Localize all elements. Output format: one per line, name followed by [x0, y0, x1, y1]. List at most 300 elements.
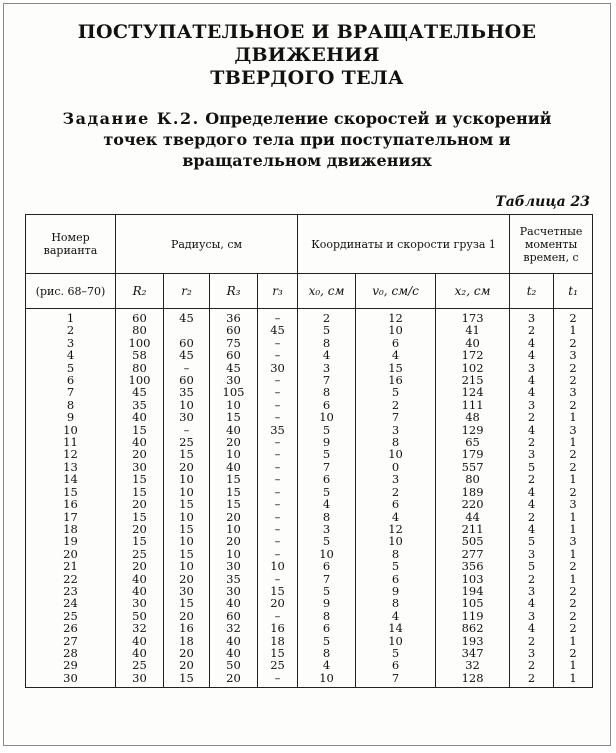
header-radii: Радиусы, см	[116, 215, 298, 274]
header-t2: t₂	[510, 274, 554, 309]
table-cell: 20	[116, 523, 164, 535]
table-cell: 5	[510, 535, 554, 547]
table-cell: –	[258, 374, 298, 386]
table-cell: 4	[510, 498, 554, 510]
table-cell: 15	[164, 672, 210, 688]
table-cell: 5	[298, 424, 356, 436]
table-cell: 356	[436, 560, 510, 572]
table-cell: 23	[26, 585, 116, 597]
table-cell: 16	[26, 498, 116, 510]
table-cell: –	[258, 535, 298, 547]
table-cell: 14	[356, 622, 436, 634]
table-row	[26, 386, 593, 398]
header-figure-ref: (рис. 68–70)	[26, 274, 116, 309]
header-x2: x₂, см	[436, 274, 510, 309]
table-cell: 4	[510, 349, 554, 361]
table-row	[26, 597, 593, 609]
table-cell: 30	[26, 672, 116, 688]
table-row	[26, 672, 593, 688]
table-cell: 6	[298, 473, 356, 485]
table-cell: –	[258, 448, 298, 460]
table-cell: 3	[510, 362, 554, 374]
table-cell: 4	[298, 349, 356, 361]
table-cell: 1	[554, 473, 593, 485]
table-cell: 3	[510, 585, 554, 597]
table-cell: 20	[116, 498, 164, 510]
table-cell: 15	[164, 548, 210, 560]
table-cell: 10	[210, 448, 258, 460]
table-cell: 8	[26, 399, 116, 411]
table-cell: 12	[356, 309, 436, 325]
table-cell: 15	[116, 511, 164, 523]
table-cell: 220	[436, 498, 510, 510]
table-cell: 9	[298, 436, 356, 448]
table-row	[26, 585, 593, 597]
table-cell: 10	[298, 672, 356, 688]
table-cell: –	[258, 610, 298, 622]
table-cell: 40	[116, 573, 164, 585]
table-cell: 5	[356, 647, 436, 659]
table-cell: 10	[164, 560, 210, 572]
table-cell: 5	[298, 486, 356, 498]
table-cell: 40	[116, 411, 164, 423]
table-cell: 35	[164, 386, 210, 398]
table-cell: 3	[554, 535, 593, 547]
table-cell: 5	[356, 560, 436, 572]
table-cell: 35	[210, 573, 258, 585]
table-cell: 8	[298, 511, 356, 523]
table-cell: 20	[164, 461, 210, 473]
table-cell: 2	[554, 362, 593, 374]
table-cell: 20	[210, 511, 258, 523]
table-cell: 14	[26, 473, 116, 485]
table-cell: 20	[26, 548, 116, 560]
table-row	[26, 411, 593, 423]
table-cell: 862	[436, 622, 510, 634]
table-cell: 9	[26, 411, 116, 423]
table-cell: 25	[258, 659, 298, 671]
table-cell: 100	[116, 337, 164, 349]
table-cell: –	[258, 399, 298, 411]
table-cell: 7	[356, 672, 436, 688]
table-cell: –	[258, 309, 298, 325]
table-cell: –	[258, 498, 298, 510]
table-cell: 11	[26, 436, 116, 448]
table-cell: 29	[26, 659, 116, 671]
table-row	[26, 324, 593, 336]
table-cell: 2	[510, 324, 554, 336]
table-cell: 60	[210, 349, 258, 361]
table-cell: 50	[210, 659, 258, 671]
table-cell: 5	[298, 585, 356, 597]
table-cell: 2	[510, 436, 554, 448]
table-cell: 5	[356, 386, 436, 398]
table-cell: 15	[258, 585, 298, 597]
table-cell: 20	[164, 659, 210, 671]
table-cell: 103	[436, 573, 510, 585]
table-cell: 30	[210, 585, 258, 597]
table-cell: 2	[510, 573, 554, 585]
table-cell: 100	[116, 374, 164, 386]
table-cell: 15	[210, 473, 258, 485]
table-cell: 18	[26, 523, 116, 535]
table-cell: 1	[554, 511, 593, 523]
table-cell: 10	[356, 635, 436, 647]
table-cell: 2	[510, 659, 554, 671]
table-cell: 0	[356, 461, 436, 473]
table-cell: 30	[210, 374, 258, 386]
table-row	[26, 448, 593, 460]
task-text-line-2: точек твердого тела при поступательном и	[103, 130, 511, 149]
table-cell: 4	[510, 386, 554, 398]
table-cell: 4	[510, 597, 554, 609]
table-cell: 7	[298, 374, 356, 386]
table-cell: –	[258, 349, 298, 361]
table-cell: 18	[164, 635, 210, 647]
table-cell: 15	[116, 535, 164, 547]
table-cell: 60	[210, 324, 258, 336]
table-cell: 2	[510, 635, 554, 647]
table-cell: 30	[116, 597, 164, 609]
table-cell: 45	[164, 309, 210, 325]
table-cell: 2	[554, 309, 593, 325]
header-variant-number: Номер варианта	[26, 215, 116, 274]
table-cell: 15	[164, 523, 210, 535]
table-cell: 105	[436, 597, 510, 609]
table-cell: 48	[436, 411, 510, 423]
table-cell: 128	[436, 672, 510, 688]
header-r2: r₂	[164, 274, 210, 309]
table-cell: 3	[554, 386, 593, 398]
table-cell: 30	[116, 672, 164, 688]
table-cell: 10	[356, 324, 436, 336]
table-cell: 30	[164, 411, 210, 423]
table-cell: 8	[298, 337, 356, 349]
table-cell: 12	[356, 523, 436, 535]
table-cell: 105	[210, 386, 258, 398]
table-cell: 4	[298, 498, 356, 510]
table-cell: 2	[510, 511, 554, 523]
table-cell: 2	[554, 622, 593, 634]
table-cell: 9	[356, 585, 436, 597]
table-row	[26, 610, 593, 622]
table-cell: –	[258, 473, 298, 485]
table-cell: 215	[436, 374, 510, 386]
table-cell: 8	[298, 610, 356, 622]
table-cell: 129	[436, 424, 510, 436]
table-cell: 8	[356, 548, 436, 560]
table-cell: 50	[116, 610, 164, 622]
table-cell: 6	[26, 374, 116, 386]
table-row	[26, 486, 593, 498]
table-cell: 2	[298, 309, 356, 325]
table-cell: 32	[210, 622, 258, 634]
table-cell: 41	[436, 324, 510, 336]
table-cell: 193	[436, 635, 510, 647]
table-row	[26, 374, 593, 386]
table-cell: –	[164, 362, 210, 374]
table-cell: 10	[298, 548, 356, 560]
textbook-page	[3, 3, 611, 746]
table-cell: 20	[164, 573, 210, 585]
table-cell: 15	[116, 473, 164, 485]
table-cell: 5	[510, 461, 554, 473]
table-row	[26, 548, 593, 560]
table-cell: 20	[116, 560, 164, 572]
table-cell: 7	[298, 461, 356, 473]
table-cell: 16	[356, 374, 436, 386]
table-cell: –	[258, 337, 298, 349]
task-label: Задание К.2.	[62, 109, 200, 128]
table-cell: 179	[436, 448, 510, 460]
table-cell: 40	[116, 647, 164, 659]
table-cell: 30	[210, 560, 258, 572]
table-row	[26, 511, 593, 523]
table-cell: 45	[116, 386, 164, 398]
table-cell: 10	[210, 548, 258, 560]
table-cell: 10	[356, 535, 436, 547]
table-cell: 4	[356, 511, 436, 523]
table-cell: 2	[510, 411, 554, 423]
table-cell: 40	[210, 647, 258, 659]
table-cell: 1	[554, 672, 593, 688]
task-text-line-1: Определение скоростей и ускорений	[205, 109, 552, 128]
table-cell: 10	[356, 448, 436, 460]
table-body	[26, 309, 593, 688]
table-cell: 3	[554, 349, 593, 361]
table-cell: 172	[436, 349, 510, 361]
table-cell: 8	[356, 597, 436, 609]
table-cell: 20	[258, 597, 298, 609]
table-cell: 4	[26, 349, 116, 361]
table-row	[26, 461, 593, 473]
table-cell: 30	[258, 362, 298, 374]
table-cell: 60	[164, 337, 210, 349]
table-cell: 45	[164, 349, 210, 361]
table-cell: 5	[298, 324, 356, 336]
table-row	[26, 573, 593, 585]
title-line-1: ПОСТУПАТЕЛЬНОЕ И ВРАЩАТЕЛЬНОЕ ДВИЖЕНИЯ	[77, 21, 537, 66]
table-cell: 2	[554, 486, 593, 498]
table-cell: 40	[116, 635, 164, 647]
table-cell: 189	[436, 486, 510, 498]
table-row	[26, 362, 593, 374]
table-cell: 3	[510, 610, 554, 622]
table-cell: –	[258, 436, 298, 448]
variants-table	[25, 214, 593, 688]
table-cell: 60	[210, 610, 258, 622]
table-cell: 4	[510, 622, 554, 634]
table-cell: 1	[554, 659, 593, 671]
table-cell: 6	[298, 560, 356, 572]
table-cell: 40	[436, 337, 510, 349]
table-cell: 40	[116, 585, 164, 597]
table-cell: 3	[356, 473, 436, 485]
table-cell: 8	[298, 647, 356, 659]
table-cell: 277	[436, 548, 510, 560]
table-cell: 40	[116, 436, 164, 448]
table-cell: 25	[116, 659, 164, 671]
table-cell: 20	[210, 436, 258, 448]
table-row	[26, 659, 593, 671]
table-cell: 3	[510, 548, 554, 560]
table-cell: 45	[258, 324, 298, 336]
table-cell: 22	[26, 573, 116, 585]
table-cell: 10	[258, 560, 298, 572]
table-cell: 17	[26, 511, 116, 523]
table-cell: 7	[356, 411, 436, 423]
table-cell: 4	[510, 374, 554, 386]
table-cell: 16	[164, 622, 210, 634]
table-cell: 10	[298, 411, 356, 423]
table-cell: 40	[210, 461, 258, 473]
table-cell: 15	[164, 597, 210, 609]
table-cell: –	[258, 548, 298, 560]
table-cell: 58	[116, 349, 164, 361]
table-cell: 10	[164, 399, 210, 411]
table-cell: 9	[298, 597, 356, 609]
table-cell: 80	[116, 324, 164, 336]
table-cell: 2	[554, 374, 593, 386]
table-cell: 8	[298, 386, 356, 398]
table-cell: 2	[554, 647, 593, 659]
table-cell: 30	[164, 585, 210, 597]
table-cell: 20	[210, 672, 258, 688]
table-cell: 44	[436, 511, 510, 523]
table-cell: 2	[554, 461, 593, 473]
table-cell: 111	[436, 399, 510, 411]
table-cell: 3	[554, 424, 593, 436]
table-cell: 2	[554, 337, 593, 349]
table-cell: 15	[210, 486, 258, 498]
table-row	[26, 635, 593, 647]
table-cell: 24	[26, 597, 116, 609]
table-cell: 119	[436, 610, 510, 622]
table-cell: 20	[164, 610, 210, 622]
table-cell: 26	[26, 622, 116, 634]
table-cell: –	[258, 461, 298, 473]
header-v0: v₀, см/с	[356, 274, 436, 309]
table-cell: 1	[554, 548, 593, 560]
table-cell: 3	[554, 498, 593, 510]
table-cell: 2	[26, 324, 116, 336]
table-cell: 10	[164, 511, 210, 523]
table-cell: 15	[210, 411, 258, 423]
table-cell: 102	[436, 362, 510, 374]
table-cell: 6	[356, 498, 436, 510]
table-cell: 60	[116, 309, 164, 325]
table-cell: 60	[164, 374, 210, 386]
table-cell: –	[258, 411, 298, 423]
table-cell: 1	[554, 411, 593, 423]
table-row	[26, 399, 593, 411]
table-cell: 20	[210, 535, 258, 547]
table-cell: 10	[164, 473, 210, 485]
table-row	[26, 337, 593, 349]
table-cell: 2	[554, 560, 593, 572]
table-cell: 1	[554, 635, 593, 647]
table-cell: 8	[356, 436, 436, 448]
table-cell: –	[258, 511, 298, 523]
table-cell: 3	[356, 424, 436, 436]
table-cell: 557	[436, 461, 510, 473]
table-cell: –	[258, 573, 298, 585]
table-cell: 1	[554, 523, 593, 535]
table-cell: 6	[356, 337, 436, 349]
table-cell: 32	[116, 622, 164, 634]
table-cell: 15	[356, 362, 436, 374]
header-coords-speed: Координаты и скорости груза 1	[298, 215, 510, 274]
table-cell: 2	[554, 585, 593, 597]
table-cell: 2	[554, 597, 593, 609]
table-cell: 10	[164, 535, 210, 547]
table-cell: –	[258, 523, 298, 535]
table-cell: 40	[210, 597, 258, 609]
table-cell: 3	[510, 448, 554, 460]
table-cell: 27	[26, 635, 116, 647]
table-row	[26, 349, 593, 361]
table-cell: –	[258, 672, 298, 688]
table-cell: 5	[298, 448, 356, 460]
table-cell: 5	[298, 635, 356, 647]
table-row	[26, 647, 593, 659]
table-cell: 13	[26, 461, 116, 473]
table-cell: 21	[26, 560, 116, 572]
table-cell: 5	[510, 560, 554, 572]
table-cell: 45	[210, 362, 258, 374]
table-cell: 3	[298, 362, 356, 374]
table-cell: 2	[510, 473, 554, 485]
table-cell: 16	[258, 622, 298, 634]
table-cell: 10	[210, 523, 258, 535]
header-x0: x₀, см	[298, 274, 356, 309]
table-cell: 35	[116, 399, 164, 411]
table-cell: 10	[210, 399, 258, 411]
table-cell: 19	[26, 535, 116, 547]
table-cell: 80	[436, 473, 510, 485]
table-row	[26, 473, 593, 485]
table-cell	[164, 324, 210, 336]
table-cell: 36	[210, 309, 258, 325]
table-cell: 15	[116, 424, 164, 436]
task-text-line-3: вращательном движениях	[182, 151, 432, 170]
table-cell: 7	[298, 573, 356, 585]
table-cell: –	[164, 424, 210, 436]
section-title	[4, 21, 610, 90]
table-cell: 4	[510, 523, 554, 535]
table-cell: 347	[436, 647, 510, 659]
table-row	[26, 309, 593, 325]
table-cell: 28	[26, 647, 116, 659]
table-cell: 75	[210, 337, 258, 349]
table-row	[26, 498, 593, 510]
table-cell: 2	[510, 672, 554, 688]
table-cell: 15	[164, 498, 210, 510]
table-cell: 20	[164, 647, 210, 659]
table-cell: 1	[26, 309, 116, 325]
header-R2: R₂	[116, 274, 164, 309]
table-cell: 6	[298, 622, 356, 634]
table-cell: 194	[436, 585, 510, 597]
table-cell: 80	[116, 362, 164, 374]
table-row	[26, 436, 593, 448]
table-cell: 2	[356, 486, 436, 498]
table-cell: 1	[554, 436, 593, 448]
table-row	[26, 523, 593, 535]
table-cell: 2	[554, 399, 593, 411]
table-cell: 3	[510, 309, 554, 325]
table-cell: 65	[436, 436, 510, 448]
